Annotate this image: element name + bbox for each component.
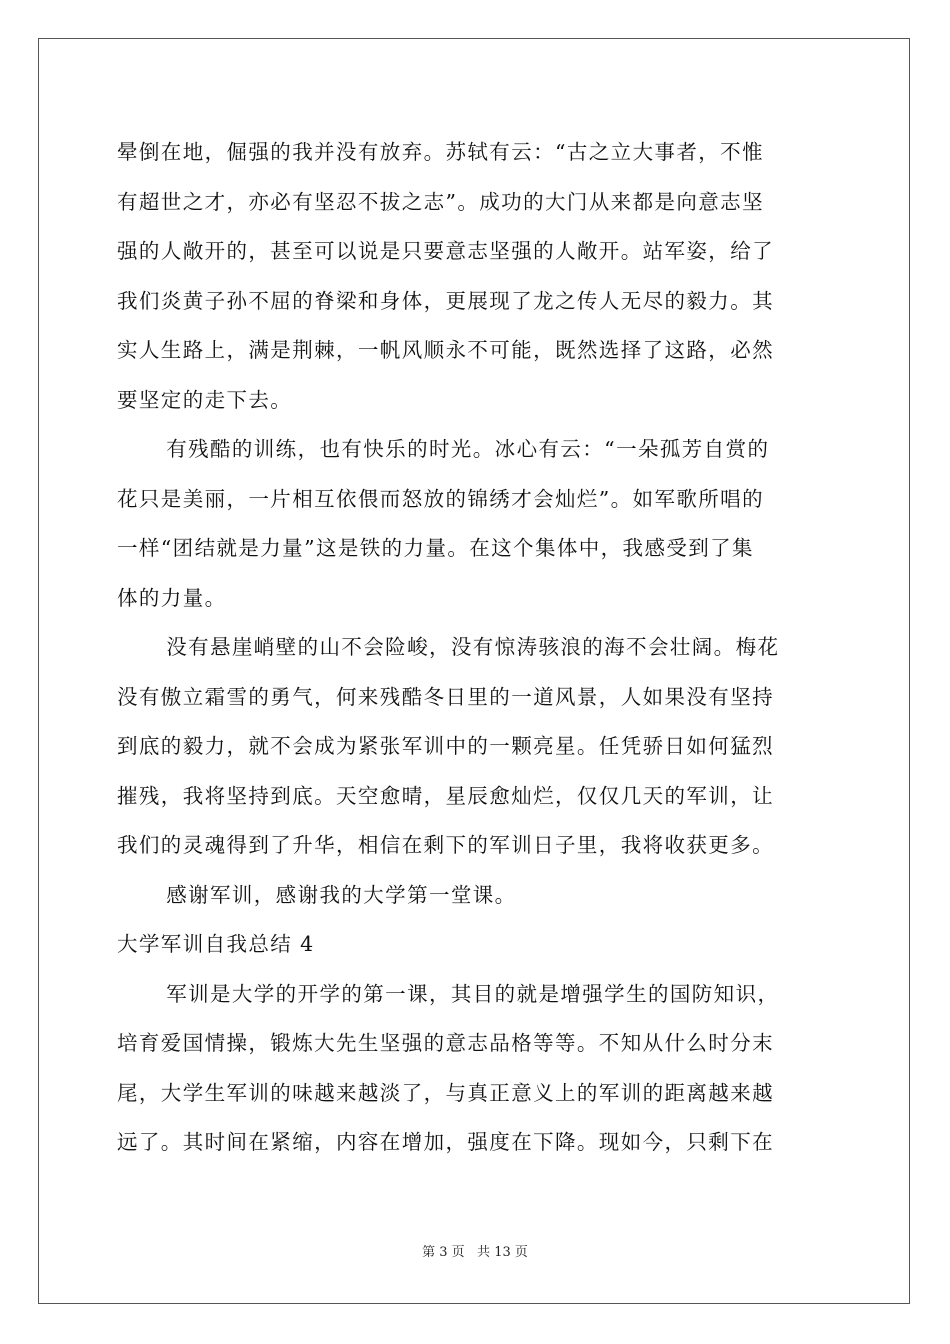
- text-line: 我们炎黄子孙不屈的脊梁和身体，更展现了龙之传人无尽的毅力。其: [117, 288, 774, 313]
- text-line: 没有悬崖峭壁的山不会险峻，没有惊涛骇浪的海不会壮阔。梅花: [166, 635, 780, 659]
- paragraph-4: [117, 871, 833, 921]
- text-line: 实人生路上，满是荆棘，一帆风顺永不可能，既然选择了这路，必然: [117, 338, 774, 362]
- text-line: 有超世之才，亦必有坚忍不拔之志”。成功的大门从来都是向意志坚: [117, 189, 764, 214]
- section-paragraph: [117, 970, 833, 1168]
- text-line: 感谢军训，感谢我的大学第一堂课。: [166, 882, 517, 907]
- text-line: 尾，大学生军训的味越来越淡了，与真正意义上的军训的距离越来越: [117, 1080, 774, 1105]
- paragraph-1: [117, 128, 833, 425]
- section-heading: 大学军训自我总结 4: [117, 932, 315, 956]
- text-line: 晕倒在地，倔强的我并没有放弃。苏轼有云：“古之立大事者，不惟: [117, 140, 764, 164]
- page-footer: 第 3 页 共 13 页: [422, 1245, 528, 1260]
- paragraph-3: [117, 623, 833, 871]
- text-line: 到底的毅力，就不会成为紧张军训中的一颗亮星。任凭骄日如何猛烈: [117, 734, 774, 758]
- document-body: [117, 128, 833, 1168]
- text-line: 一样“团结就是力量”这是铁的力量。在这个集体中，我感受到了集: [117, 536, 754, 560]
- text-line: 体的力量。: [117, 585, 227, 610]
- text-line: 有残酷的训练，也有快乐的时光。冰心有云：“一朵孤芳自赏的: [166, 437, 770, 461]
- text-line: 没有傲立霜雪的勇气，何来残酷冬日里的一道风景，人如果没有坚持: [117, 684, 774, 709]
- text-line: 要坚定的走下去。: [117, 387, 293, 412]
- text-line: 花只是美丽，一片相互依偎而怒放的锦绣才会灿烂”。如军歌所唱的: [117, 486, 764, 511]
- text-line: 培育爱国情操，锻炼大先生坚强的意志品格等等。不知从什么时分末: [117, 1031, 774, 1055]
- paragraph-2: [117, 425, 833, 623]
- text-line: 强的人敞开的，甚至可以说是只要意志坚强的人敞开。站军姿，给了: [117, 239, 774, 263]
- text-line: 远了。其时间在紧缩，内容在增加，强度在下降。现如今，只剩下在: [117, 1130, 774, 1154]
- text-line: 摧残，我将坚持到底。天空愈晴，星辰愈灿烂，仅仅几天的军训，让: [117, 783, 774, 808]
- text-line: 我们的灵魂得到了升华，相信在剩下的军训日子里，我将收获更多。: [117, 833, 774, 857]
- text-line: 军训是大学的开学的第一课，其目的就是增强学生的国防知识，: [166, 981, 780, 1006]
